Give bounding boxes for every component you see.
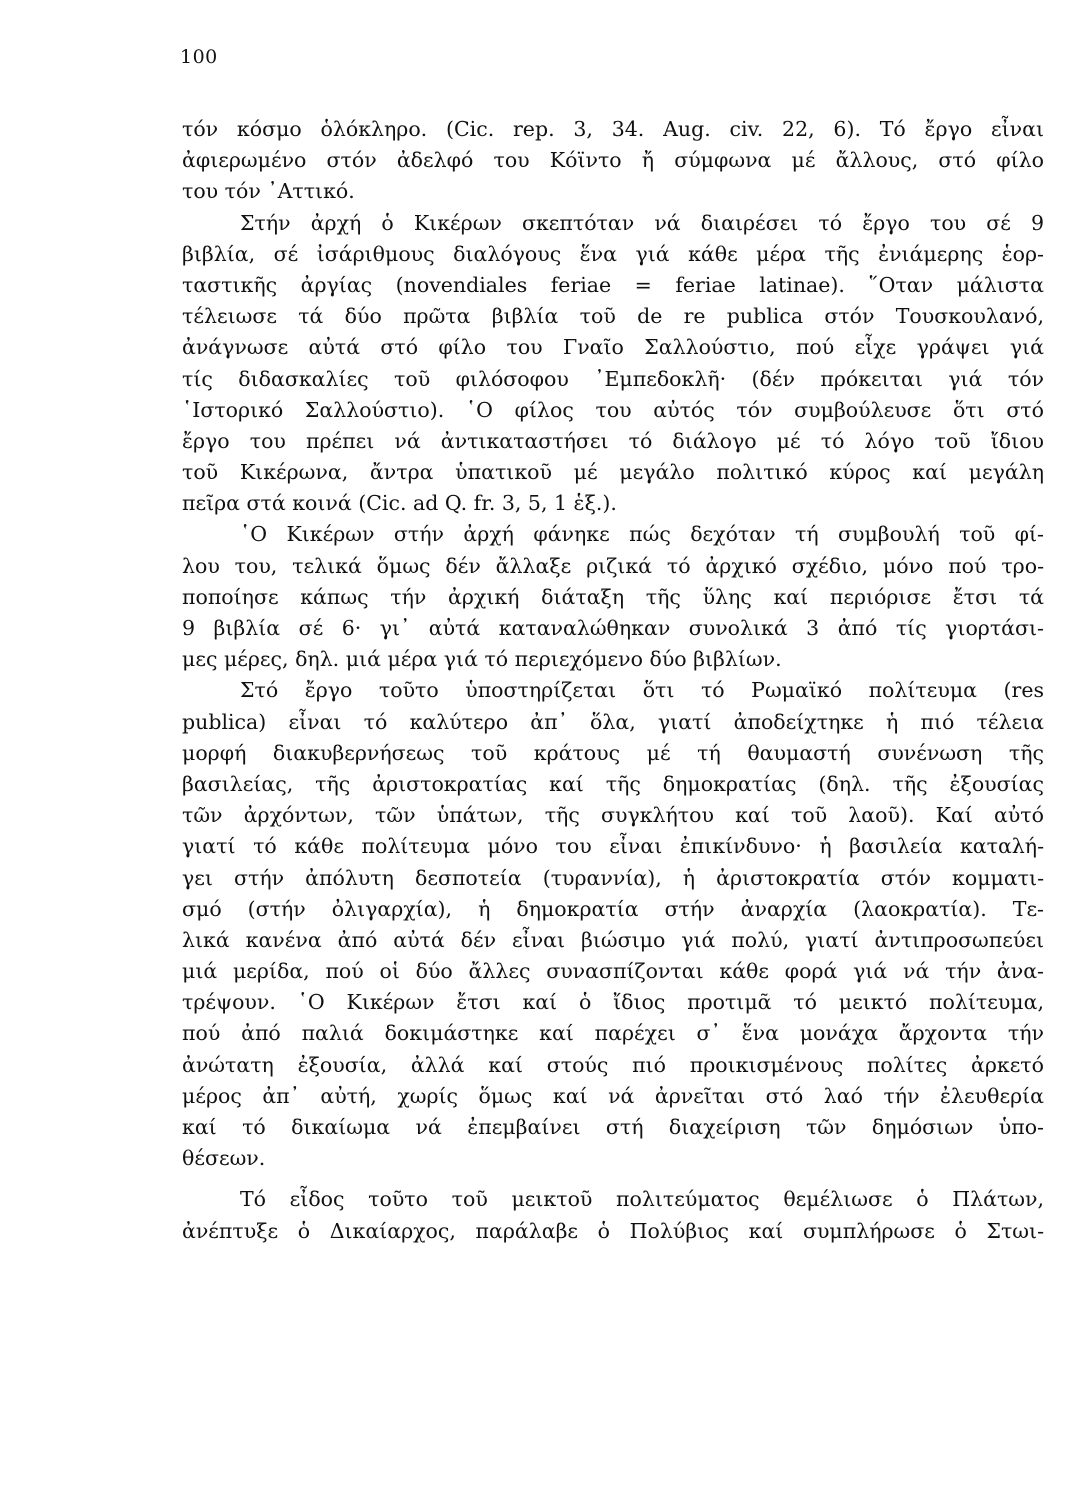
text-line: λικά κανένα ἀπό αὐτά δέν εἶναι βιώσιμο γιά πολύ, γιατί ἀντιπροσωπεύει [182, 927, 1044, 952]
text-line: ῾Ιστορικό Σαλλούστιο). ῾Ο φίλος του αὐτός τόν συμβούλευσε ὅτι στό [182, 397, 1044, 422]
text-line: καί τό δικαίωμα νά ἐπεμβαίνει στή διαχείριση τῶν δημόσιων ὑπο- [182, 1115, 1044, 1139]
text-line: Στό ἔργο τοῦτο ὑποστηρίζεται ὅτι τό Ρωμαϊκό πολίτευμα (res [240, 678, 1044, 703]
text-line: λου του, τελικά ὅμως δέν ἄλλαξε ριζικά τό ἀρχικό σχέδιο, μόνο πού τρο- [182, 553, 1044, 578]
text-line: ῾Ο Κικέρων στήν ἀρχή φάνηκε πώς δεχόταν τή συμβουλή τοῦ φί- [240, 522, 1044, 547]
text-line: ἀνώτατη ἐξουσία, ἀλλά καί στούς πιό προικισμένους πολίτες ἀρκετό [182, 1052, 1044, 1077]
text-line: τοῦ Κικέρωνα, ἄντρα ὑπατικοῦ μέ μεγάλο πολιτικό κύρος καί μεγάλη [182, 460, 1044, 485]
text-line: τόν κόσμο ὁλόκληρο. (Cic. rep. 3, 34. Aug. civ. 22, 6). Τό ἔργο εἶναι [182, 117, 1044, 141]
text-line: Τό εἶδος τοῦτο τοῦ μεικτοῦ πολιτεύματος θεμέλιωσε ὁ Πλάτων, [240, 1187, 1044, 1212]
text-line: του τόν ᾿Αττικό. [182, 179, 355, 204]
body-text [182, 114, 1044, 1247]
text-line: μιά μερίδα, πού οἱ δύο ἄλλες συνασπίζονται κάθε φορά γιά νά τήν ἀνα- [182, 959, 1044, 984]
paragraph-2 [182, 208, 1044, 520]
text-line: τρέψουν. ῾Ο Κικέρων ἔτσι καί ὁ ἴδιος προτιμᾶ τό μεικτό πολίτευμα, [182, 990, 1044, 1015]
paragraph-4 [182, 675, 1044, 1174]
text-line: γιατί τό κάθε πολίτευμα μόνο του εἶναι ἐπικίνδυνο· ἡ βασιλεία καταλή- [182, 834, 1044, 859]
text-line: ἀνάγνωσε αὐτά στό φίλο του Γναῖο Σαλλούστιο, πού εἶχε γράψει γιά [182, 335, 1044, 360]
text-line: ἀνέπτυξε ὁ Δικαίαρχος, παράλαβε ὁ Πολύβιος καί συμπλήρωσε ὁ Στωι- [182, 1218, 1044, 1243]
text-line: βιβλία, σέ ἰσάριθμους διαλόγους ἕνα γιά κάθε μέρα τῆς ἐνιάμερης ἑορ- [182, 241, 1044, 266]
text-line: ταστικῆς ἀργίας (novendiales feriae = feriae latinae). ῞Οταν μάλιστα [182, 272, 1044, 297]
text-line: publica) εἶναι τό καλύτερο ἀπ᾿ ὅλα, γιατί ἀποδείχτηκε ἡ πιό τέλεια [182, 709, 1044, 734]
text-line: γει στήν ἀπόλυτη δεσποτεία (τυραννία), ἡ ἀριστοκρατία στόν κομματι- [182, 865, 1044, 890]
text-line: βασιλείας, τῆς ἀριστοκρατίας καί τῆς δημοκρατίας (δηλ. τῆς ἐξουσίας [182, 771, 1044, 796]
text-line: ἔργο του πρέπει νά ἀντικαταστήσει τό διάλογο μέ τό λόγο τοῦ ἴδιου [182, 428, 1044, 453]
text-line: 9 βιβλία σέ 6· γι᾿ αὐτά καταναλώθηκαν συνολικά 3 ἀπό τίς γιορτάσι- [182, 616, 1044, 640]
text-line: μες μέρες, δηλ. μιά μέρα γιά τό περιεχόμενο δύο βιβλίων. [182, 647, 782, 672]
text-line: μέρος ἀπ᾿ αὐτή, χωρίς ὅμως καί νά ἀρνεῖται στό λαό τήν ἐλευθερία [182, 1083, 1044, 1108]
paragraph-3 [182, 519, 1044, 675]
text-line: μορφή διακυβερνήσεως τοῦ κράτους μέ τή θαυμαστή συνένωση τῆς [182, 740, 1044, 765]
text-line: πού ἀπό παλιά δοκιμάστηκε καί παρέχει σ᾿ ἕνα μονάχα ἄρχοντα τήν [182, 1021, 1044, 1046]
text-line: ποποίησε κάπως τήν ἀρχική διάταξη τῆς ὕλης καί περιόρισε ἔτσι τά [182, 584, 1044, 609]
paragraph-spacer [182, 1174, 1044, 1184]
text-line: τῶν ἀρχόντων, τῶν ὑπάτων, τῆς συγκλήτου καί τοῦ λαοῦ). Καί αὐτό [182, 803, 1044, 828]
text-line: τέλειωσε τά δύο πρῶτα βιβλία τοῦ de re publica στόν Τουσκουλανό, [182, 304, 1044, 329]
paragraph-1 [182, 114, 1044, 208]
text-line: θέσεων. [182, 1146, 266, 1171]
paragraph-5 [182, 1184, 1044, 1246]
text-line: σμό (στήν ὀλιγαρχία), ἡ δημοκρατία στήν ἀναρχία (λαοκρατία). Τε- [182, 896, 1044, 921]
text-line: πεῖρα στά κοινά (Cic. ad Q. fr. 3, 5, 1 ἑξ.). [182, 491, 617, 516]
text-line: Στήν ἀρχή ὁ Κικέρων σκεπτόταν νά διαιρέσει τό ἔργο του σέ 9 [240, 210, 1044, 235]
page-number: 100 [180, 46, 218, 68]
text-line: τίς διδασκαλίες τοῦ φιλόσοφου ᾿Εμπεδοκλῆ· (δέν πρόκειται γιά τόν [182, 366, 1044, 391]
text-line: ἀφιερωμένο στόν ἀδελφό του Κόϊντο ἤ σύμφωνα μέ ἄλλους, στό φίλο [182, 148, 1044, 173]
